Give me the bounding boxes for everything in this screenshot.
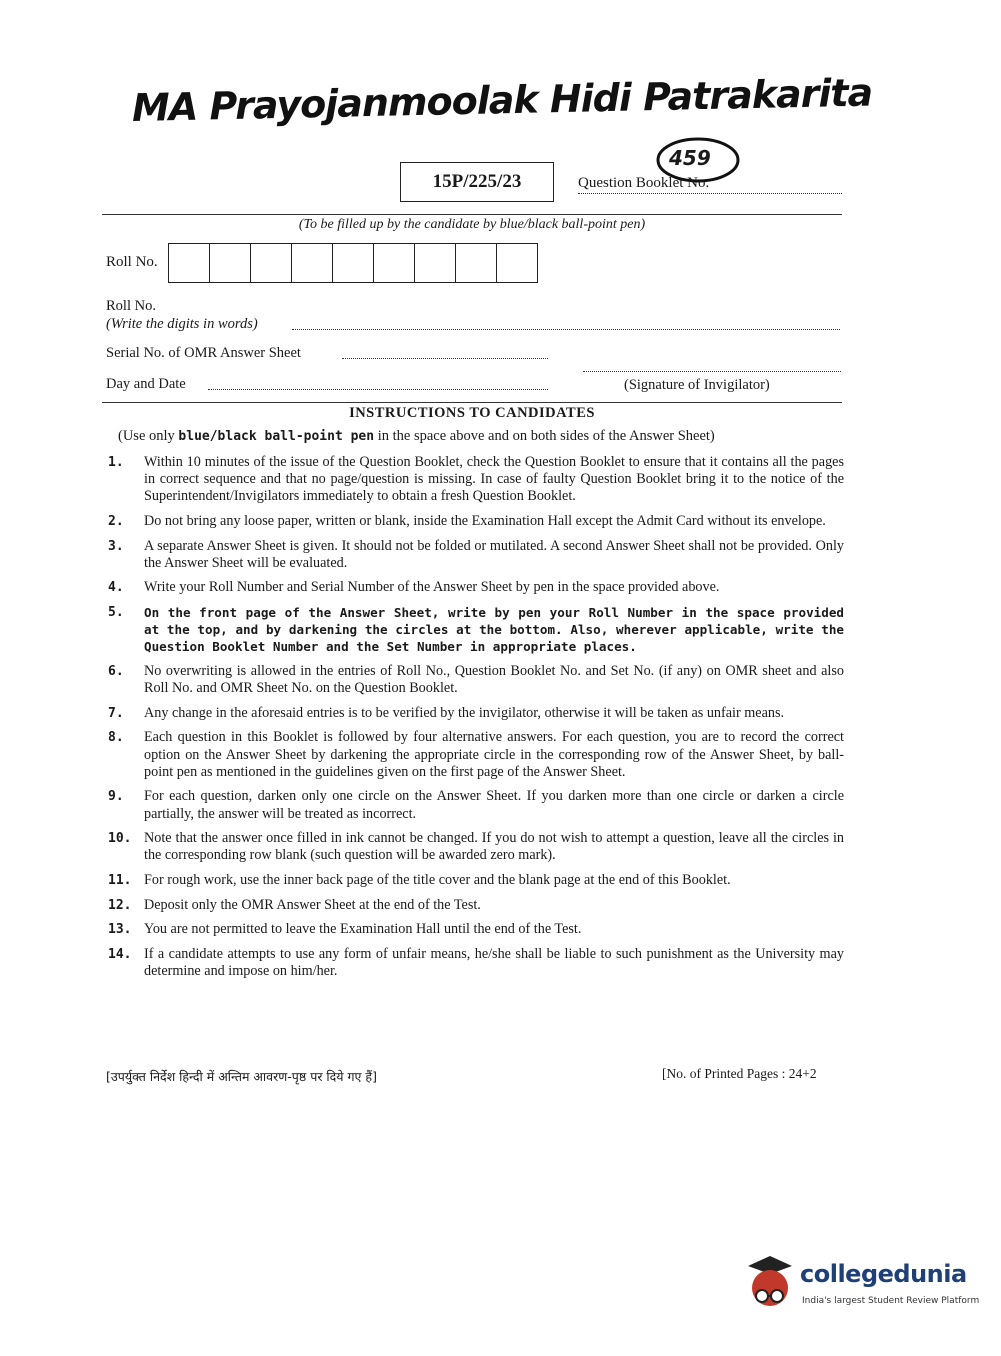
list-item: 11. For rough work, use the inner back page of the title cover and the blank page at the end of this Booklet.: [108, 871, 731, 888]
brand-tagline: India's largest Student Review Platform: [802, 1296, 980, 1306]
mascot-icon: [742, 1252, 798, 1316]
signature-label: (Signature of Invigilator): [624, 377, 770, 393]
roll-no-boxes[interactable]: [168, 243, 538, 283]
handwritten-code: 459: [669, 146, 711, 170]
list-item: 2. Do not bring any loose paper, written or blank, inside the Examination Hall except the Admit Card without its envelope.: [108, 513, 826, 529]
roll-no-label: Roll No.: [106, 254, 158, 270]
list-item: 6. No overwriting is allowed in the entries of Roll No., Question Booklet No. and Set No. (if any) on OMR sheet and also Roll No. and OMR Sheet No. on the Question Booklet.: [108, 662, 844, 697]
date-label: Day and Date: [106, 376, 186, 392]
roll-no-words-field[interactable]: [292, 329, 840, 330]
fill-note: (To be filled up by the candidate by blue/black ball-point pen): [298, 217, 646, 232]
list-item: 12. Deposit only the OMR Answer Sheet at the end of the Test.: [108, 896, 481, 913]
question-booklet-label: Question Booklet No.: [578, 175, 710, 191]
list-item: 1. Within 10 minutes of the issue of the Question Booklet, check the Question Booklet to ensure that it contains all the pages in correct sequence and that no page/question is missing. In case of faulty Question Booklet bring it to the notice of the Superintendent/Invigilators immediately to obtain a fresh Question Booklet.: [108, 454, 844, 505]
roll-no-box[interactable]: [333, 244, 374, 282]
roll-no-box[interactable]: [415, 244, 456, 282]
instructions-title: INSTRUCTIONS TO CANDIDATES: [349, 405, 595, 421]
top-divider: [102, 214, 842, 215]
list-item: 7. Any change in the aforesaid entries is to be verified by the invigilator, otherwise it will be taken as unfair means.: [108, 704, 785, 721]
roll-no-box[interactable]: [374, 244, 415, 282]
list-item: 14. If a candidate attempts to use any form of unfair means, he/she shall be liable to such punishment as the University may determine and impose on him/her.: [108, 945, 844, 979]
list-item: 4. Write your Roll Number and Serial Number of the Answer Sheet by pen in the space provided above.: [108, 579, 720, 596]
brand-name: collegedunia: [800, 1260, 967, 1288]
list-item: 8. Each question in this Booklet is followed by four alternative answers. For each question, you are to record the correct option on the Answer Sheet by darkening the appropriate circle in the corresponding row of the Answer Sheet, by ball-point pen as mentioned in the guidelines given on the first page of the Answer Sheet.: [108, 729, 844, 780]
roll-no-words-hint: (Write the digits in words): [106, 316, 258, 332]
list-item: 13. You are not permitted to leave the Examination Hall until the end of the Test.: [108, 921, 582, 938]
date-field[interactable]: [208, 389, 548, 390]
handwritten-title: MA Prayojanmoolak Hidi Patrakarita: [131, 70, 873, 130]
signature-field[interactable]: [583, 371, 841, 372]
printed-pages: [No. of Printed Pages : 24+2: [662, 1066, 817, 1081]
list-item: 9. For each question, darken only one circle on the Answer Sheet. If you darken more than one circle or darken a circle partially, the answer will be treated as incorrect.: [108, 788, 844, 822]
hindi-note: [उपर्युक्त निर्देश हिन्दी में अन्तिम आवरण-पृष्ठ पर दिये गए हैं]: [106, 1069, 377, 1084]
roll-no-box[interactable]: [456, 244, 497, 282]
booklet-code: 15P/225/23: [400, 162, 554, 202]
roll-no-box[interactable]: [169, 244, 210, 282]
serial-no-label: Serial No. of OMR Answer Sheet: [106, 345, 301, 361]
serial-no-field[interactable]: [342, 358, 548, 359]
roll-no-box[interactable]: [251, 244, 292, 282]
instructions-divider: [102, 402, 842, 403]
instructions-list: [108, 454, 844, 988]
roll-no-box[interactable]: [292, 244, 333, 282]
list-item: 10. Note that the answer once filled in ink cannot be changed. If you do not wish to attempt a question, leave all the circles in the corresponding row blank (such question will be awarded zero mark).: [108, 830, 844, 864]
list-item: 3. A separate Answer Sheet is given. It should not be folded or mutilated. A second Answer Sheet shall not be provided. Only the Answer Sheet will be evaluated.: [108, 537, 844, 571]
list-item: 5. On the front page of the Answer Sheet, write by pen your Roll Number in the space provided at the top, and by darkening the circles at the bottom. Also, wherever applicable, write the Question Booklet Number and the Set Number in appropriate places.: [108, 604, 844, 655]
question-booklet-number-field[interactable]: [578, 193, 842, 194]
roll-no-words-label: Roll No.: [106, 298, 156, 314]
roll-no-box[interactable]: [210, 244, 251, 282]
instructions-subtitle: (Use only blue/black ball-point pen in the space above and on both sides of the Answer Sheet): [118, 428, 715, 444]
roll-no-box[interactable]: [497, 244, 537, 282]
